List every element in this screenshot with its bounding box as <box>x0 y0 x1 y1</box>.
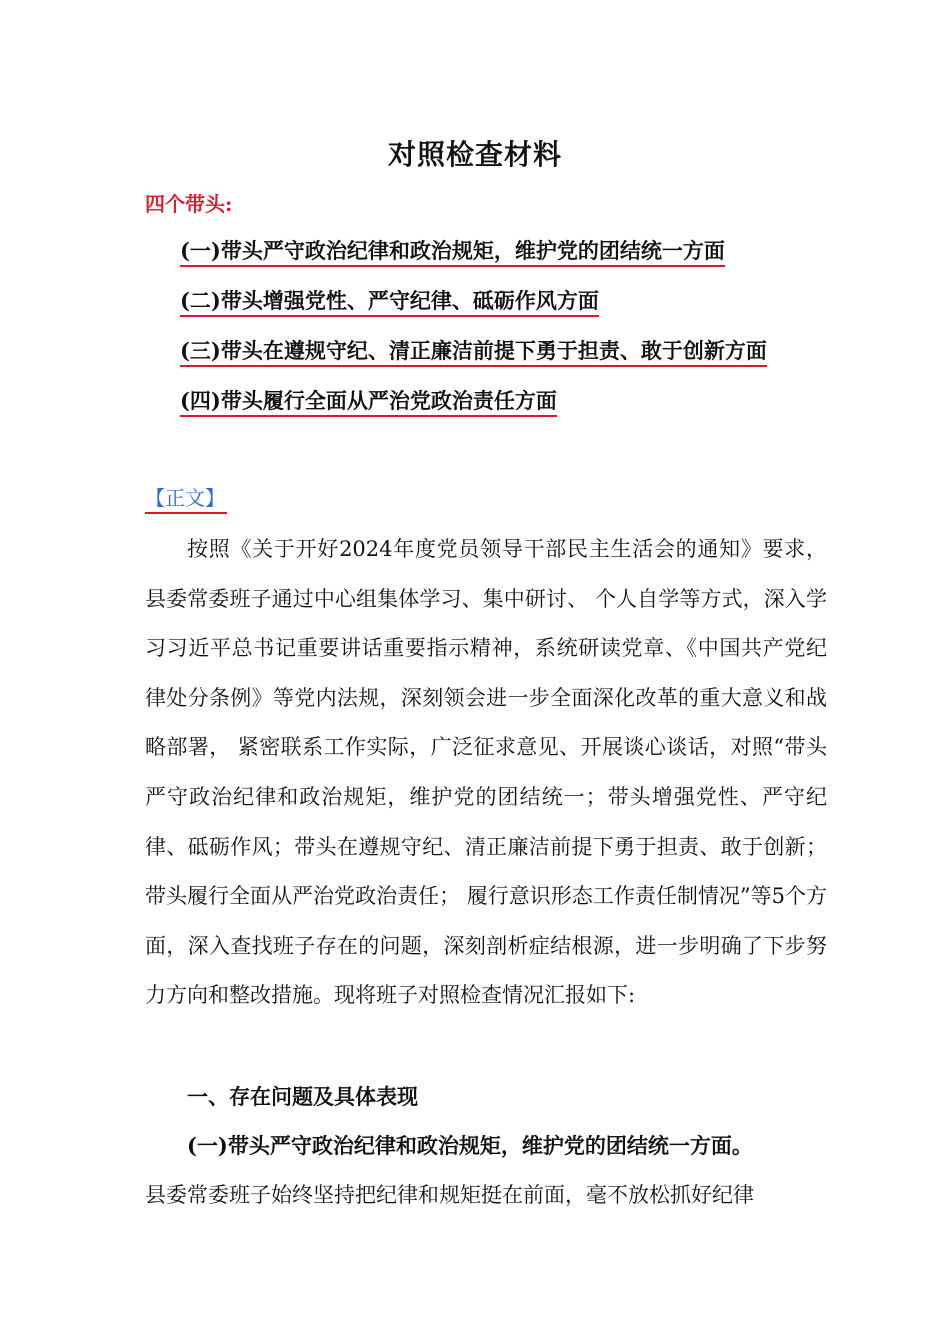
toc-item <box>180 386 767 436</box>
subheading-political-discipline: (一)带头严守政治纪律和政治规矩，维护党的团结统一方面。 <box>187 1133 753 1158</box>
toc-link-3[interactable]: (三)带头在遵规守纪、清正廉洁前提下勇于担责、敢于创新方面 <box>180 337 767 367</box>
paragraph-discipline: 县委常委班子始终坚持把纪律和规矩挺在前面，毫不放松抓好纪律 <box>145 1183 754 1207</box>
document-title: 对照检查材料 <box>387 138 562 171</box>
toc-item <box>180 336 767 386</box>
toc-link-4[interactable]: (四)带头履行全面从严治党政治责任方面 <box>180 387 557 417</box>
toc-item <box>180 286 767 336</box>
toc-item <box>180 236 767 286</box>
toc-link-1[interactable]: (一)带头严守政治纪律和政治规矩，维护党的团结统一方面 <box>180 237 725 267</box>
toc-list <box>180 236 767 436</box>
intro-paragraph: 按照《关于开好2024年度党员领导干部民主生活会的通知》要求，县委常委班子通过中心组集体学习、集中研讨、 个人自学等方式，深入学习习近平总书记重要讲话重要指示精神，系统研读党章、《中国共产党纪律处分条例》等党内法规，深刻领会进一步全面深化改革的重大意义和战略部署， 紧密联系工作实际，广泛征求意见、开展谈心谈话，对照“带头严守政治纪律和政治规矩，维护党的团结统一；带头增强党性、严守纪律、砥砺作风；带头在遵规守纪、清正廉洁前提下勇于担责、敢于创新；带头履行全面从严治党政治责任； 履行意识形态工作责任制情况”等5个方面，深入查找班子存在的问题，深刻剖析症结根源，进一步明确了下步努力方向和整改措施。现将班子对照检查情况汇报如下: <box>145 537 827 1008</box>
toc-link-2[interactable]: (二)带头增强党性、严守纪律、砥砺作风方面 <box>180 287 599 317</box>
section-label: 四个带头: <box>145 192 233 216</box>
body-tag: 【正文】 <box>145 484 227 514</box>
heading-problems: 一、存在问题及具体表现 <box>187 1084 418 1109</box>
